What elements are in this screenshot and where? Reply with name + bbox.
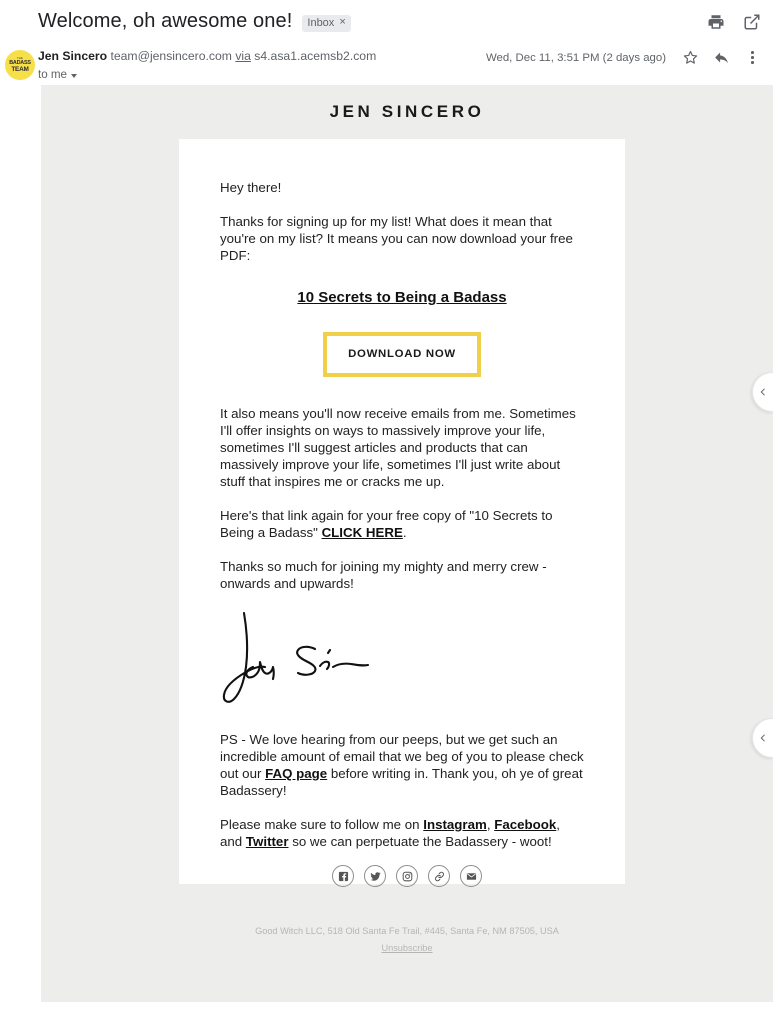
emails-paragraph: It also means you'll now receive emails from me. Sometimes I'll offer insights on ways to massively improve your life, sometimes I'll suggest articles and products that can massively improve your life, sometimes I'll just write about stuff that inspires me or cracks me up. [220, 406, 576, 489]
facebook-link[interactable]: Facebook [494, 817, 557, 832]
sender-email: team@jensincero.com [110, 49, 232, 63]
sender-name[interactable]: Jen Sincero [38, 49, 108, 63]
recipient-label: to me [38, 68, 67, 81]
subject-row [38, 8, 351, 34]
follow-sep-2: , and [220, 817, 560, 849]
via-label[interactable]: via [235, 49, 251, 63]
avatar-line-1: THE [17, 57, 23, 60]
mail-header [0, 0, 773, 85]
message-timestamp: Wed, Dec 11, 3:51 PM (2 days ago) [485, 51, 666, 64]
twitter-link[interactable]: Twitter [245, 834, 289, 849]
faq-page-link[interactable]: FAQ page [265, 766, 328, 781]
pdf-title-link[interactable]: 10 Secrets to Being a Badass [297, 289, 507, 306]
avatar-line-2: BADASS [9, 60, 31, 66]
email-body-canvas [41, 85, 773, 1002]
instagram-link[interactable]: Instagram [423, 817, 487, 832]
follow-sep-1: , [486, 817, 495, 832]
avatar-text [5, 50, 35, 80]
link-again-pre: Here's that link again for your free copy of "10 Secrets to Being a Badass" [220, 508, 553, 540]
instagram-icon[interactable] [396, 865, 418, 887]
ps-pre: PS - We love hearing from our peeps, but we get such an incredible amount of email that we beg of you to please check out our [220, 732, 584, 781]
facebook-icon[interactable] [332, 865, 354, 887]
chevron-left-icon [758, 733, 768, 743]
chevron-down-icon[interactable] [71, 74, 77, 78]
download-now-button[interactable]: DOWNLOAD NOW [323, 332, 481, 377]
recipient-row[interactable] [38, 68, 738, 82]
link-again-paragraph [220, 507, 584, 541]
link-icon[interactable] [428, 865, 450, 887]
pdf-title [220, 288, 584, 308]
signature-image [220, 609, 584, 709]
header-actions [707, 13, 761, 31]
star-icon[interactable] [682, 49, 699, 66]
avatar-line-3: TEAM [11, 66, 29, 73]
message-meta [486, 49, 761, 66]
follow-pre: Please make sure to follow me on [220, 817, 424, 832]
ps-post: before writing in. Thank you, oh ye of great Badassery! [220, 766, 583, 798]
close-icon[interactable]: × [339, 16, 346, 28]
follow-post: so we can perpetuate the Badassery - woot! [288, 834, 552, 849]
via-host: s4.asa1.acemsb2.com [254, 49, 377, 63]
email-content-card [179, 139, 625, 884]
link-again-post: . [402, 525, 407, 540]
follow-paragraph [220, 816, 584, 850]
more-options-icon[interactable] [744, 49, 761, 66]
page-title: Welcome, oh awesome one! [38, 10, 293, 32]
label-chip-text: Inbox [307, 16, 335, 29]
brand-title: JEN SINCERO [329, 102, 485, 121]
twitter-icon[interactable] [364, 865, 386, 887]
click-here-link[interactable]: CLICK HERE [321, 525, 403, 540]
email-icon[interactable] [460, 865, 482, 887]
footer-address: Good Witch LLC, 518 Old Santa Fe Trail, #445, Santa Fe, NM 87505, USA [255, 926, 559, 936]
social-links-row [41, 865, 773, 887]
cta-wrapper [220, 332, 584, 377]
reply-icon[interactable] [713, 49, 730, 66]
ps-paragraph [220, 731, 584, 799]
thanks-paragraph: Thanks so much for joining my mighty and merry crew - onwards and upwards! [220, 559, 547, 591]
avatar[interactable] [5, 50, 35, 80]
print-icon[interactable] [707, 13, 725, 31]
chevron-left-icon [758, 387, 768, 397]
open-in-new-icon[interactable] [743, 13, 761, 31]
intro-paragraph: Thanks for signing up for my list! What does it mean that you're on my list? It means you can now download your free PDF: [220, 214, 573, 263]
greeting-text: Hey there! [220, 180, 282, 195]
label-chip-inbox[interactable] [302, 15, 350, 32]
footer-unsubscribe [41, 938, 773, 956]
email-brand-bar [41, 85, 773, 139]
unsubscribe-link[interactable]: Unsubscribe [381, 943, 433, 953]
